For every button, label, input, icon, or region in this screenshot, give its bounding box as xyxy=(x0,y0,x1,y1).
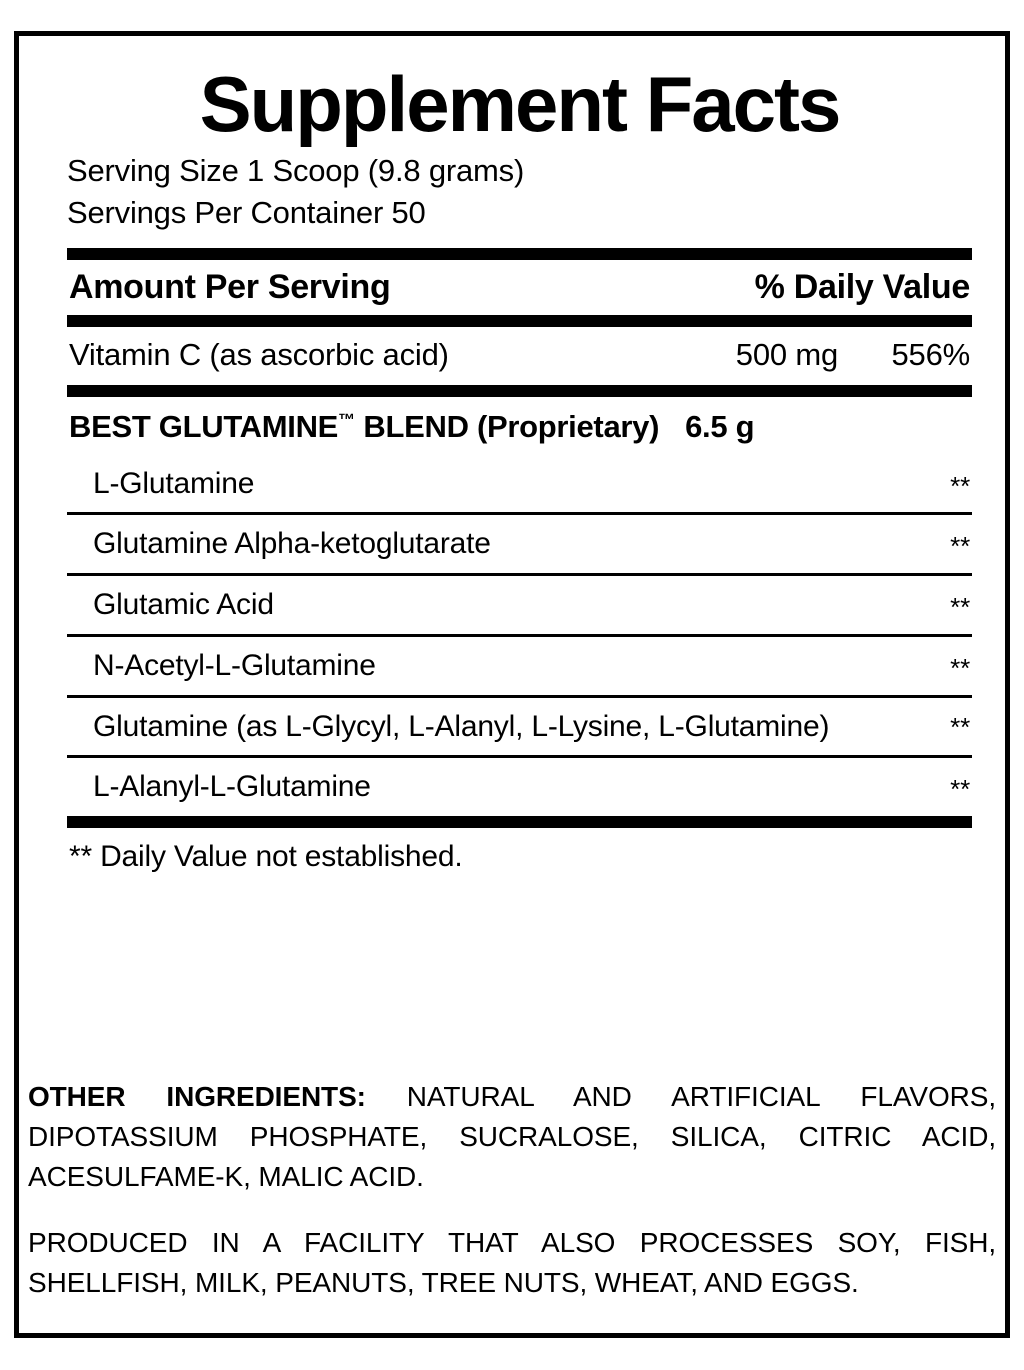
ingredient-name: N-Acetyl-L-Glutamine xyxy=(93,648,376,682)
bottom-text-block xyxy=(28,1077,996,1303)
ingredient-daily-value: ** xyxy=(950,773,970,804)
ingredient-daily-value: ** xyxy=(950,711,970,742)
list-item xyxy=(67,512,972,573)
other-ingredients-paragraph xyxy=(28,1077,996,1197)
nutrient-amount: 500 mg xyxy=(735,336,838,372)
daily-value-footnote: ** Daily Value not established. xyxy=(69,839,463,873)
list-item xyxy=(67,634,972,695)
ingredient-name: Glutamic Acid xyxy=(93,588,274,622)
ingredient-daily-value: ** xyxy=(950,470,970,501)
daily-value-header: % Daily Value xyxy=(754,267,970,306)
divider-thick-footnote xyxy=(67,816,972,828)
ingredient-name: L-Alanyl-L-Glutamine xyxy=(93,769,371,803)
divider-thick-blend xyxy=(67,385,972,397)
list-item xyxy=(67,695,972,755)
servings-per-container-line: Servings Per Container 50 xyxy=(67,194,426,230)
blend-name-prefix: BEST GLUTAMINE xyxy=(69,408,339,444)
allergen-statement: PRODUCED IN A FACILITY THAT ALSO PROCESSES SOY, FISH, SHELLFISH, MILK, PEANUTS, TREE NUTS, WHEAT, AND EGGS. xyxy=(28,1227,996,1299)
nutrient-name: Vitamin C (as ascorbic acid) xyxy=(69,336,449,372)
list-item xyxy=(67,755,972,816)
table-row xyxy=(67,327,972,385)
divider-thick-header xyxy=(67,315,972,327)
ingredient-name: L-Glutamine xyxy=(93,466,255,500)
blend-name-suffix: BLEND (Proprietary) xyxy=(355,408,660,444)
blend-ingredient-list xyxy=(67,455,972,816)
ingredient-daily-value: ** xyxy=(950,592,970,623)
facts-panel-content xyxy=(67,46,972,884)
ingredient-name: Glutamine (as L-Glycyl, L-Alanyl, L-Lysine, L-Glutamine) xyxy=(93,709,830,743)
other-ingredients-heading: OTHER INGREDIENTS: xyxy=(28,1081,366,1112)
blend-heading-row xyxy=(67,397,972,455)
list-item xyxy=(67,455,972,513)
table-header-row xyxy=(67,260,972,315)
serving-size-line: Serving Size 1 Scoop (9.8 grams) xyxy=(67,152,525,188)
ingredient-name: Glutamine Alpha-ketoglutarate xyxy=(93,527,491,561)
divider-thick-top xyxy=(67,248,972,260)
page-title: Supplement Facts xyxy=(199,60,840,148)
ingredient-daily-value: ** xyxy=(950,652,970,683)
trademark-symbol: ™ xyxy=(338,410,356,430)
blend-name xyxy=(69,409,659,445)
other-ingredients-text: NATURAL AND ARTIFICIAL FLAVORS, DIPOTASSIUM PHOSPHATE, SUCRALOSE, SILICA, CITRIC ACID, ACESULFAME-K, MALIC ACID. xyxy=(28,1081,997,1193)
ingredient-daily-value: ** xyxy=(950,531,970,562)
nutrient-daily-value: 556% xyxy=(891,336,970,372)
amount-per-serving-header: Amount Per Serving xyxy=(69,267,391,306)
list-item xyxy=(67,573,972,634)
blend-amount: 6.5 g xyxy=(685,408,755,444)
